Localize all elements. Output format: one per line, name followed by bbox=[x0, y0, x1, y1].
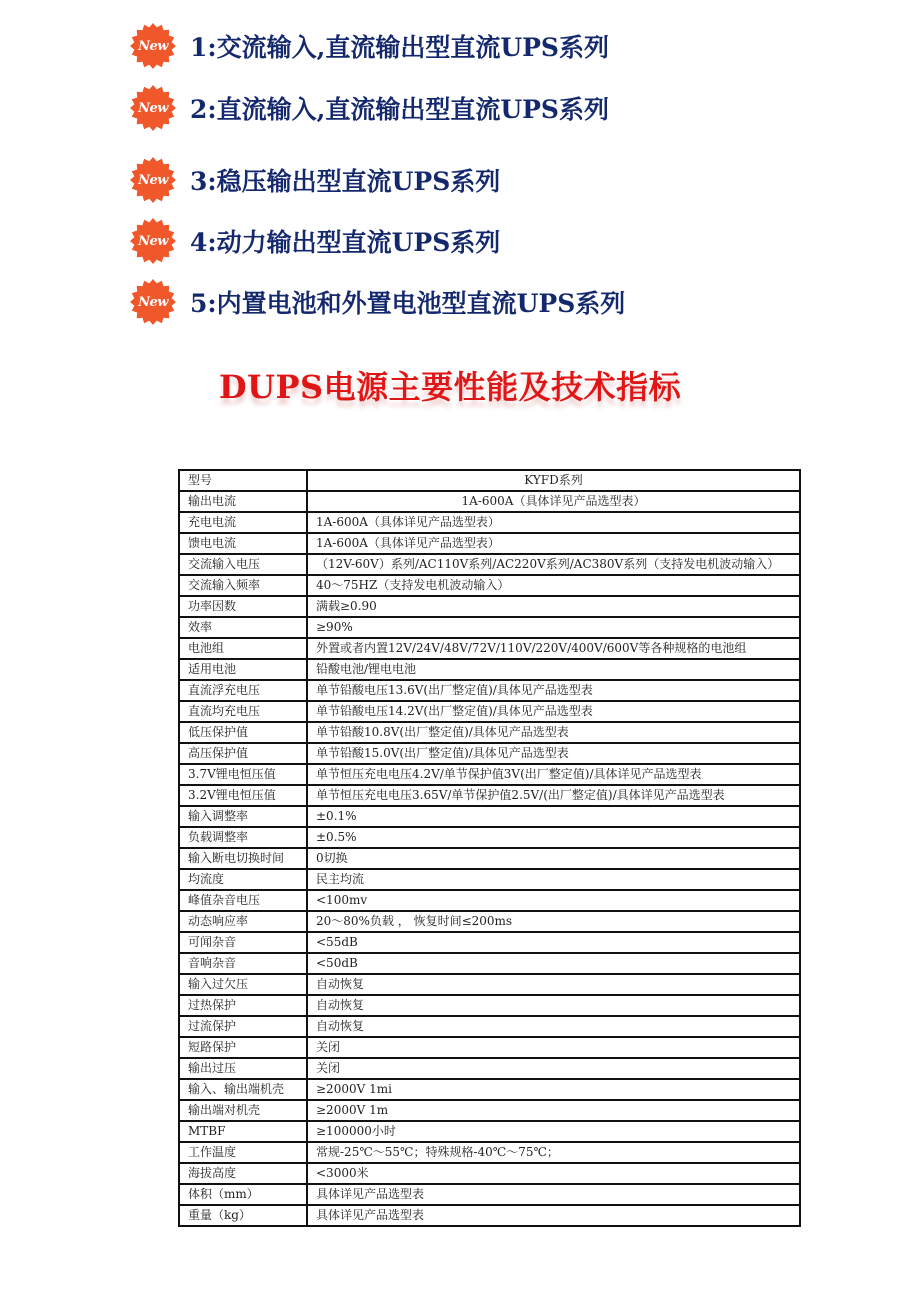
spec-value: 民主均流 bbox=[307, 869, 800, 890]
spec-value: ≥100000小时 bbox=[307, 1121, 800, 1142]
spec-value: 单节铅酸电压14.2V(出厂整定值)/具体见产品选型表 bbox=[307, 701, 800, 722]
spec-label: 过流保护 bbox=[179, 1016, 307, 1037]
new-badge-icon bbox=[130, 218, 176, 264]
table-row bbox=[179, 554, 800, 575]
spec-label: 可闻杂音 bbox=[179, 932, 307, 953]
spec-label: 均流度 bbox=[179, 869, 307, 890]
spec-value: 单节铅酸电压13.6V(出厂整定值)/具体见产品选型表 bbox=[307, 680, 800, 701]
spec-label: 交流输入频率 bbox=[179, 575, 307, 596]
spec-label: 负载调整率 bbox=[179, 827, 307, 848]
spec-label: 过热保护 bbox=[179, 995, 307, 1016]
table-row bbox=[179, 1016, 800, 1037]
spec-value: 具体详见产品选型表 bbox=[307, 1205, 800, 1226]
spec-label: 输出过压 bbox=[179, 1058, 307, 1079]
spec-label: 输出端对机壳 bbox=[179, 1100, 307, 1121]
spec-label: 输入断电切换时间 bbox=[179, 848, 307, 869]
spec-table bbox=[178, 469, 801, 1227]
series-item bbox=[130, 213, 500, 269]
spec-label: 动态响应率 bbox=[179, 911, 307, 932]
table-row bbox=[179, 1142, 800, 1163]
spec-label: 效率 bbox=[179, 617, 307, 638]
page-title: DUPS电源主要性能及技术指标 bbox=[218, 368, 682, 406]
spec-value: 关闭 bbox=[307, 1037, 800, 1058]
spec-label: MTBF bbox=[179, 1121, 307, 1142]
series-title: 3:稳压输出型直流UPS系列 bbox=[190, 167, 501, 196]
spec-value: 满载≥0.90 bbox=[307, 596, 800, 617]
spec-value: <50dB bbox=[307, 953, 800, 974]
spec-label: 输入调整率 bbox=[179, 806, 307, 827]
table-row bbox=[179, 974, 800, 995]
table-row bbox=[179, 575, 800, 596]
new-badge-label: New bbox=[138, 100, 168, 116]
spec-label: 交流输入电压 bbox=[179, 554, 307, 575]
new-badge-icon bbox=[130, 279, 176, 325]
spec-value: 1A-600A（具体详见产品选型表） bbox=[307, 491, 800, 512]
table-row bbox=[179, 806, 800, 827]
spec-value: 0切换 bbox=[307, 848, 800, 869]
table-row bbox=[179, 827, 800, 848]
table-row bbox=[179, 701, 800, 722]
table-row bbox=[179, 1184, 800, 1205]
series-item bbox=[130, 18, 609, 74]
spec-value: 外置或者内置12V/24V/48V/72V/110V/220V/400V/600V等各种规格的电池组 bbox=[307, 638, 800, 659]
spec-value: 单节恒压充电电压3.65V/单节保护值2.5V/(出厂整定值)/具体详见产品选型表 bbox=[307, 785, 800, 806]
series-title: 5:内置电池和外置电池型直流UPS系列 bbox=[190, 289, 626, 318]
spec-label: 工作温度 bbox=[179, 1142, 307, 1163]
spec-label: 3.2V锂电恒压值 bbox=[179, 785, 307, 806]
table-row bbox=[179, 512, 800, 533]
table-row bbox=[179, 659, 800, 680]
table-row bbox=[179, 491, 800, 512]
spec-value: 自动恢复 bbox=[307, 995, 800, 1016]
spec-value: 常规-25℃～55℃；特殊规格-40℃～75℃； bbox=[307, 1142, 800, 1163]
spec-label: 功率因数 bbox=[179, 596, 307, 617]
table-row bbox=[179, 953, 800, 974]
spec-value: 单节铅酸10.8V(出厂整定值)/具体见产品选型表 bbox=[307, 722, 800, 743]
spec-label: 低压保护值 bbox=[179, 722, 307, 743]
spec-label: 体积（mm） bbox=[179, 1184, 307, 1205]
spec-label: 型号 bbox=[179, 470, 307, 491]
table-row bbox=[179, 638, 800, 659]
spec-value: 1A-600A（具体详见产品选型表） bbox=[307, 512, 800, 533]
series-title: 2:直流输入,直流输出型直流UPS系列 bbox=[190, 95, 609, 124]
spec-label: 高压保护值 bbox=[179, 743, 307, 764]
spec-value: 具体详见产品选型表 bbox=[307, 1184, 800, 1205]
spec-label: 输入、输出端机壳 bbox=[179, 1079, 307, 1100]
spec-value: 40～75HZ（支持发电机波动输入） bbox=[307, 575, 800, 596]
new-badge-label: New bbox=[138, 294, 168, 310]
spec-table-body bbox=[179, 470, 800, 1226]
spec-value: ±0.5% bbox=[307, 827, 800, 848]
table-row bbox=[179, 1205, 800, 1226]
table-row bbox=[179, 1058, 800, 1079]
table-row bbox=[179, 617, 800, 638]
table-row bbox=[179, 1079, 800, 1100]
new-badge-label: New bbox=[138, 172, 168, 188]
table-row bbox=[179, 596, 800, 617]
spec-value: KYFD系列 bbox=[307, 470, 800, 491]
spec-label: 直流均充电压 bbox=[179, 701, 307, 722]
spec-label: 充电电流 bbox=[179, 512, 307, 533]
new-badge-label: New bbox=[138, 233, 168, 249]
spec-label: 输出电流 bbox=[179, 491, 307, 512]
series-title: 1:交流输入,直流输出型直流UPS系列 bbox=[190, 33, 609, 62]
spec-value: ≥90% bbox=[307, 617, 800, 638]
spec-label: 重量（kg） bbox=[179, 1205, 307, 1226]
series-item bbox=[130, 274, 625, 330]
table-row bbox=[179, 1121, 800, 1142]
spec-label: 海拔高度 bbox=[179, 1163, 307, 1184]
table-row bbox=[179, 680, 800, 701]
new-badge-icon bbox=[130, 23, 176, 69]
spec-label: 电池组 bbox=[179, 638, 307, 659]
table-row bbox=[179, 1100, 800, 1121]
spec-value: 铅酸电池/锂电电池 bbox=[307, 659, 800, 680]
spec-label: 直流浮充电压 bbox=[179, 680, 307, 701]
spec-value: 关闭 bbox=[307, 1058, 800, 1079]
spec-value: <55dB bbox=[307, 932, 800, 953]
series-item bbox=[130, 80, 609, 136]
table-row bbox=[179, 470, 800, 491]
table-row bbox=[179, 932, 800, 953]
spec-value: ≥2000V 1m bbox=[307, 1100, 800, 1121]
spec-label: 3.7V锂电恒压值 bbox=[179, 764, 307, 785]
spec-value: ±0.1% bbox=[307, 806, 800, 827]
table-row bbox=[179, 995, 800, 1016]
spec-value: <3000米 bbox=[307, 1163, 800, 1184]
new-badge-icon bbox=[130, 157, 176, 203]
table-row bbox=[179, 869, 800, 890]
spec-value: 自动恢复 bbox=[307, 1016, 800, 1037]
new-badge-icon bbox=[130, 85, 176, 131]
spec-label: 输入过欠压 bbox=[179, 974, 307, 995]
table-row bbox=[179, 848, 800, 869]
table-row bbox=[179, 785, 800, 806]
spec-value: 单节恒压充电电压4.2V/单节保护值3V(出厂整定值)/具体详见产品选型表 bbox=[307, 764, 800, 785]
spec-value: 单节铅酸15.0V(出厂整定值)/具体见产品选型表 bbox=[307, 743, 800, 764]
spec-label: 短路保护 bbox=[179, 1037, 307, 1058]
spec-label: 峰值杂音电压 bbox=[179, 890, 307, 911]
spec-value: 20～80%负载 ， 恢复时间≤200ms bbox=[307, 911, 800, 932]
spec-label: 音响杂音 bbox=[179, 953, 307, 974]
table-row bbox=[179, 911, 800, 932]
table-row bbox=[179, 1163, 800, 1184]
spec-value: （12V-60V）系列/AC110V系列/AC220V系列/AC380V系列（支持发电机波动输入） bbox=[307, 554, 800, 575]
new-badge-label: New bbox=[138, 38, 168, 54]
table-row bbox=[179, 533, 800, 554]
table-row bbox=[179, 890, 800, 911]
spec-value: ≥2000V 1mi bbox=[307, 1079, 800, 1100]
series-item bbox=[130, 152, 500, 208]
spec-value: 自动恢复 bbox=[307, 974, 800, 995]
spec-label: 适用电池 bbox=[179, 659, 307, 680]
table-row bbox=[179, 743, 800, 764]
spec-label: 馈电电流 bbox=[179, 533, 307, 554]
table-row bbox=[179, 722, 800, 743]
table-row bbox=[179, 764, 800, 785]
series-title: 4:动力输出型直流UPS系列 bbox=[190, 228, 501, 257]
spec-value: 1A-600A（具体详见产品选型表） bbox=[307, 533, 800, 554]
spec-value: <100mv bbox=[307, 890, 800, 911]
table-row bbox=[179, 1037, 800, 1058]
